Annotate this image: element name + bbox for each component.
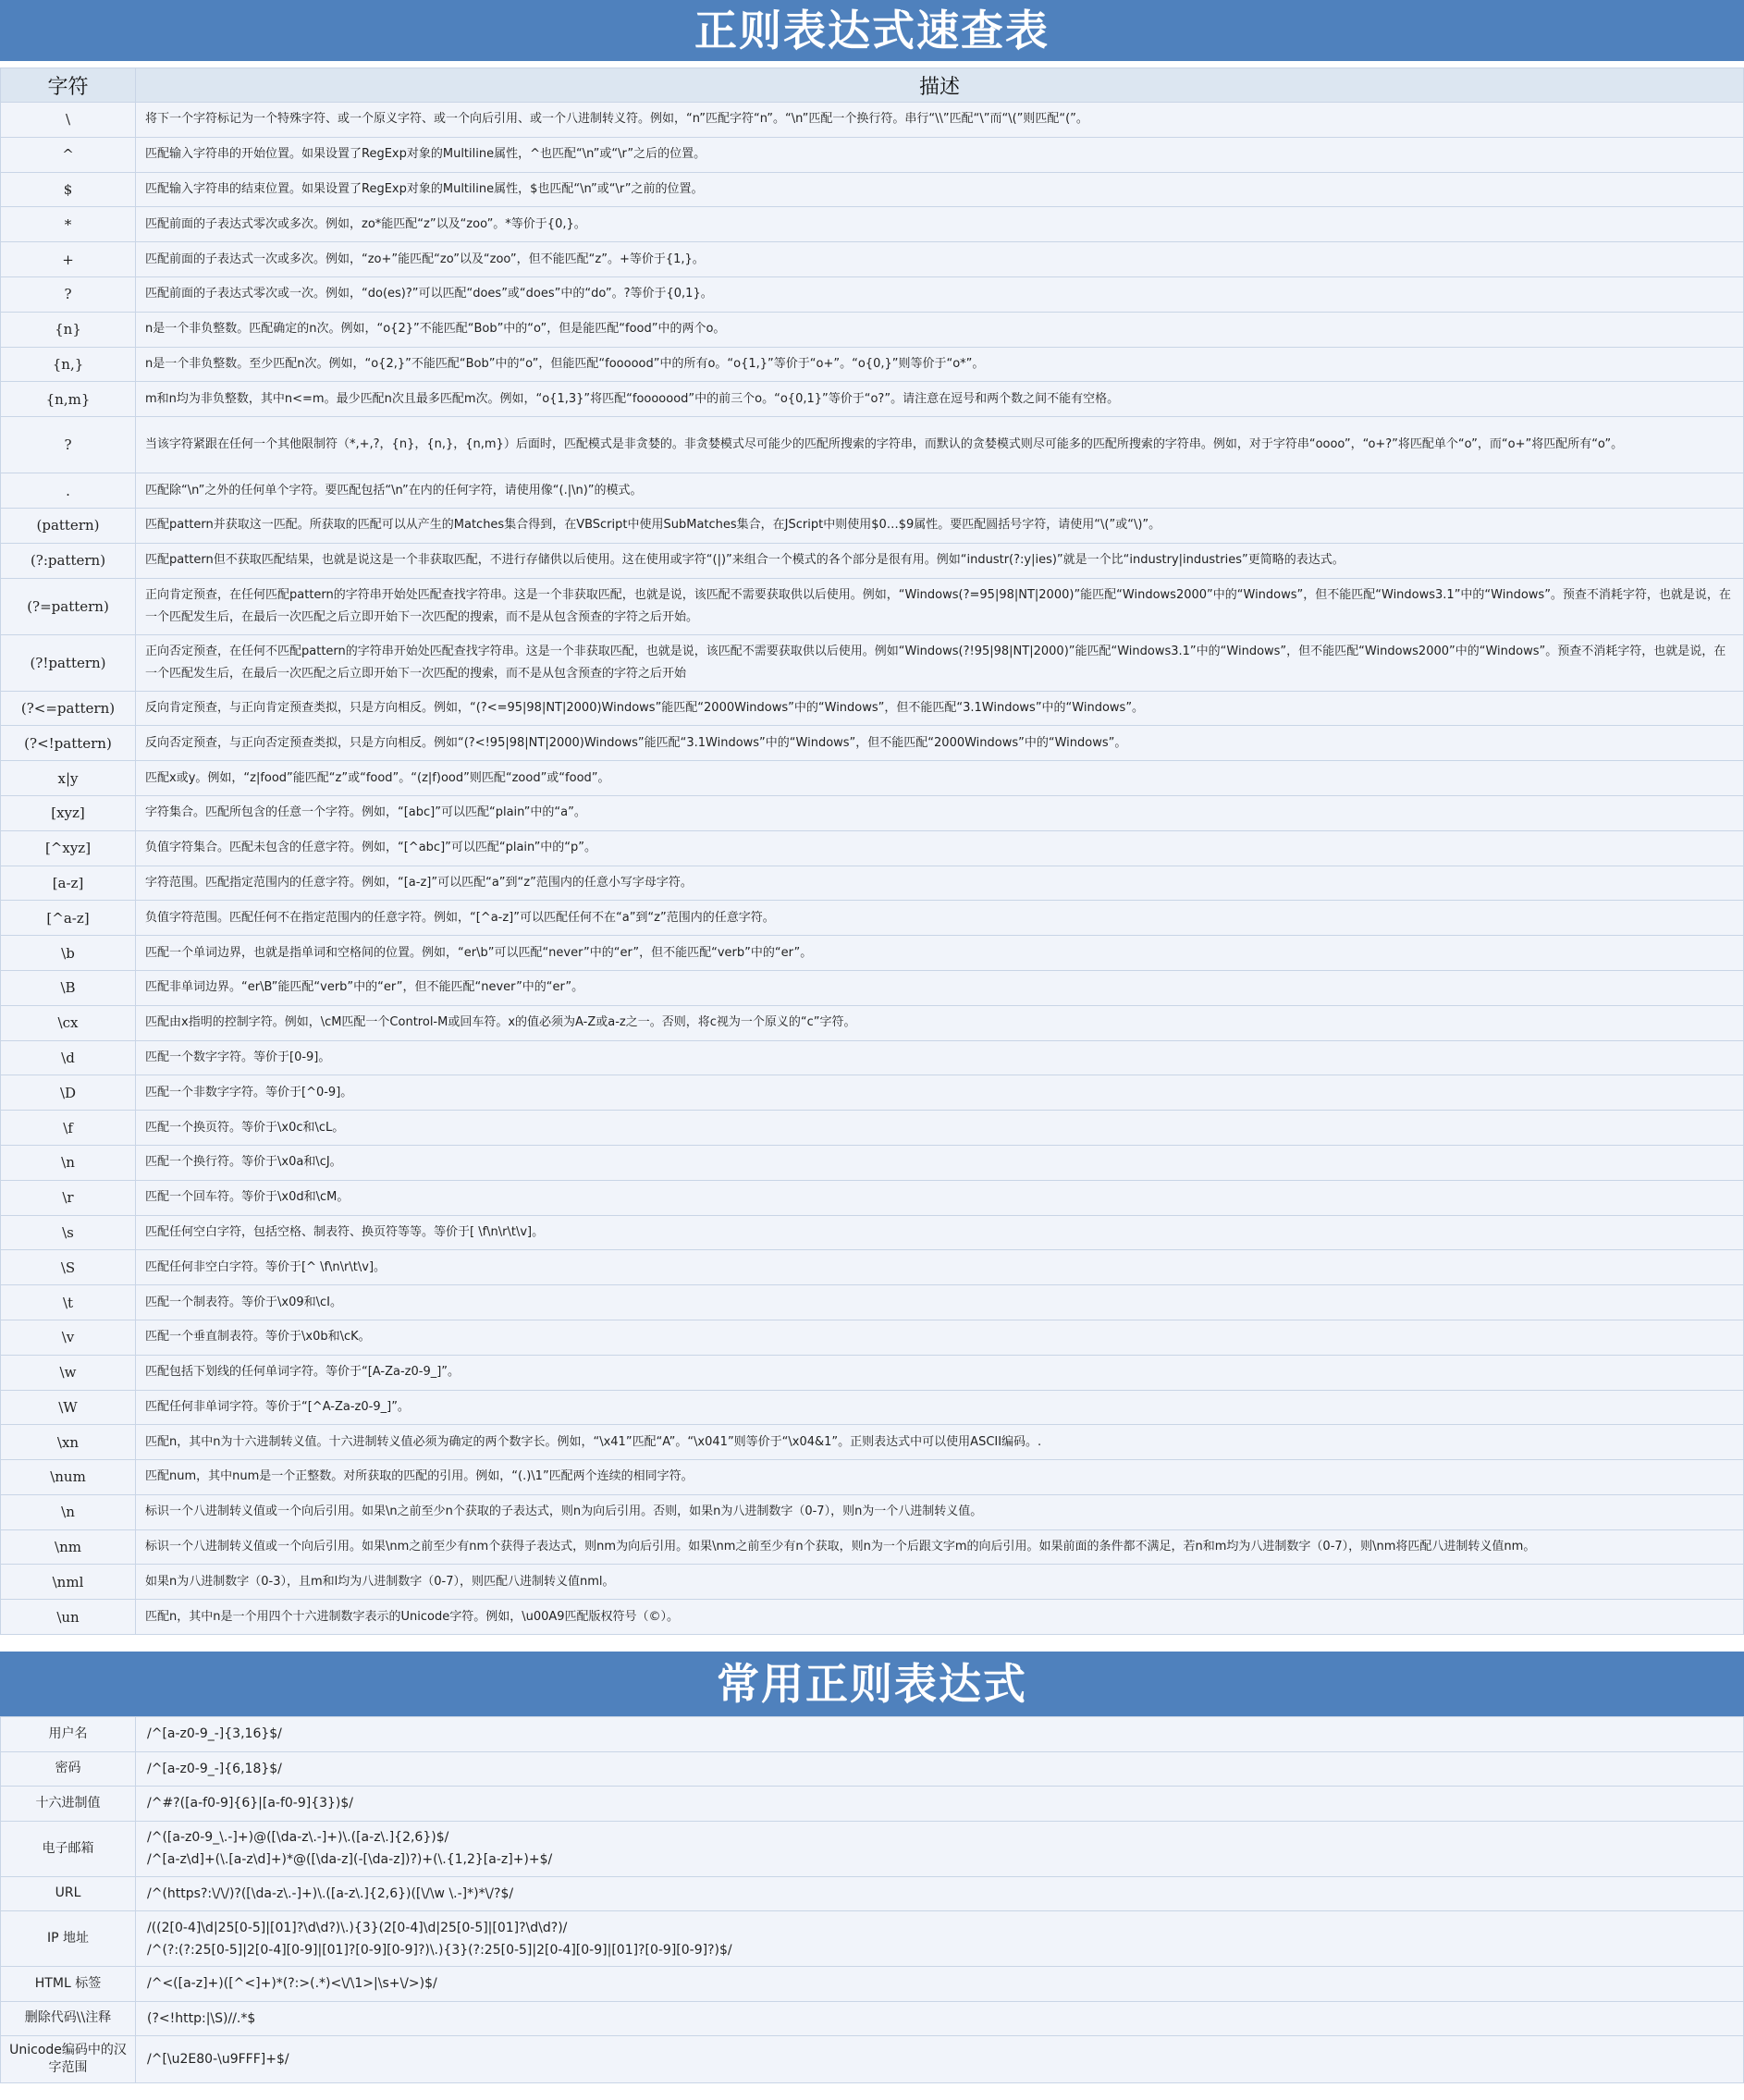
table-row — [1, 417, 1744, 473]
common-row — [1, 2036, 1744, 2083]
common-pattern: (?<!http:|\S)//.*$ — [136, 2001, 1744, 2036]
desc-cell: n是一个非负整数。匹配确定的n次。例如，“o{2}”不能匹配“Bob”中的“o”，但是能匹配“food”中的两个o。 — [136, 312, 1744, 347]
table-row — [1, 382, 1744, 417]
char-cell: \cx — [1, 1005, 136, 1040]
desc-cell: 匹配由x指明的控制字符。例如，\cM匹配一个Control-M或回车符。x的值必须为A-Z或a-z之一。否则，将c视为一个原义的“c”字符。 — [136, 1005, 1744, 1040]
desc-cell: 反向否定预查，与正向否定预查类拟，只是方向相反。例如“(?<!95|98|NT|2000)Windows”能匹配“3.1Windows”中的“Windows”，但不能匹配“2000Windows”中的“Windows”。 — [136, 726, 1744, 761]
common-pattern: /^([a-z0-9_\.-]+)@([\da-z\.-]+)\.([a-z\.]{2,6})$/ /^[a-z\d]+(\.[a-z\d]+)*@([\da-z](-[\da-z])?)+(\.{1,2}[a-z]+)+$/ — [136, 1821, 1744, 1876]
table-row — [1, 103, 1744, 138]
table-row — [1, 1040, 1744, 1075]
desc-cell: 标识一个八进制转义值或一个向后引用。如果\n之前至少n个获取的子表达式，则n为向后引用。否则，如果n为八进制数字（0-7），则n为一个八进制转义值。 — [136, 1494, 1744, 1529]
char-cell: (?:pattern) — [1, 543, 136, 578]
char-cell: {n,} — [1, 347, 136, 382]
char-cell: ^ — [1, 137, 136, 172]
char-cell: ? — [1, 276, 136, 312]
desc-cell: 匹配输入字符串的结束位置。如果设置了RegExp对象的Multiline属性，$也匹配“\n”或“\r”之前的位置。 — [136, 172, 1744, 207]
common-section-title: 常用正则表达式 — [0, 1652, 1744, 1716]
common-row — [1, 2001, 1744, 2036]
table-row — [1, 1005, 1744, 1040]
table-row — [1, 1250, 1744, 1285]
char-cell: \ — [1, 103, 136, 138]
common-pattern: /^[a-z0-9_-]{6,18}$/ — [136, 1751, 1744, 1787]
char-cell: {n} — [1, 312, 136, 347]
char-cell: + — [1, 242, 136, 277]
table-row — [1, 1285, 1744, 1320]
char-cell: \r — [1, 1180, 136, 1215]
desc-cell: 匹配一个制表符。等价于\x09和\cI。 — [136, 1285, 1744, 1320]
desc-cell: 匹配除“\n”之外的任何单个字符。要匹配包括“\n”在内的任何字符，请使用像“(.|\n)”的模式。 — [136, 473, 1744, 509]
char-cell: \n — [1, 1494, 136, 1529]
common-pattern: /^[\u2E80-\u9FFF]+$/ — [136, 2036, 1744, 2083]
char-cell: \nm — [1, 1529, 136, 1565]
char-cell: (?<=pattern) — [1, 691, 136, 726]
table-row — [1, 866, 1744, 901]
desc-cell: 匹配n，其中n为十六进制转义值。十六进制转义值必须为确定的两个数字长。例如，“\x41”匹配“A”。“\x041”则等价于“\x04&1”。正则表达式中可以使用ASCII编码。. — [136, 1425, 1744, 1460]
table-row — [1, 691, 1744, 726]
table-row — [1, 970, 1744, 1005]
table-row — [1, 578, 1744, 634]
common-row — [1, 1787, 1744, 1822]
table-row — [1, 1145, 1744, 1180]
common-pattern: /^<([a-z]+)([^<]+)*(?:>(.*)<\/\1>|\s+\/>)$/ — [136, 1967, 1744, 2002]
char-cell: [a-z] — [1, 866, 136, 901]
char-cell: \W — [1, 1390, 136, 1425]
desc-cell: 匹配任何空白字符，包括空格、制表符、换页符等等。等价于[ \f\n\r\t\v]。 — [136, 1215, 1744, 1250]
desc-cell: 如果n为八进制数字（0-3），且m和l均为八进制数字（0-7），则匹配八进制转义值nml。 — [136, 1565, 1744, 1600]
char-cell: \xn — [1, 1425, 136, 1460]
table-row — [1, 1390, 1744, 1425]
common-label: 密码 — [1, 1751, 136, 1787]
common-row — [1, 1751, 1744, 1787]
header-char: 字符 — [1, 68, 136, 103]
char-cell: * — [1, 207, 136, 242]
char-cell: \num — [1, 1460, 136, 1495]
char-cell: {n,m} — [1, 382, 136, 417]
desc-cell: m和n均为非负整数，其中n<=m。最少匹配n次且最多匹配m次。例如，“o{1,3}”将匹配“fooooood”中的前三个o。“o{0,1}”等价于“o?”。请注意在逗号和两个数之间不能有空格。 — [136, 382, 1744, 417]
table-row — [1, 1529, 1744, 1565]
table-row — [1, 1460, 1744, 1495]
table-row — [1, 761, 1744, 796]
table-row — [1, 726, 1744, 761]
char-cell: x|y — [1, 761, 136, 796]
desc-cell: 匹配num，其中num是一个正整数。对所获取的匹配的引用。例如，“(.)\1”匹配两个连续的相同字符。 — [136, 1460, 1744, 1495]
common-label: 删除代码\\注释 — [1, 2001, 136, 2036]
common-row — [1, 1967, 1744, 2002]
desc-cell: 匹配一个数字字符。等价于[0-9]。 — [136, 1040, 1744, 1075]
desc-cell: 当该字符紧跟在任何一个其他限制符（*,+,?，{n}，{n,}，{n,m}）后面时，匹配模式是非贪婪的。非贪婪模式尽可能少的匹配所搜索的字符串，而默认的贪婪模式则尽可能多的匹配所搜索的字符串。例如，对于字符串“oooo”，“o+?”将匹配单个“o”，而“o+”将匹配所有“o”。 — [136, 417, 1744, 473]
desc-cell: 匹配非单词边界。“er\B”能匹配“verb”中的“er”，但不能匹配“never”中的“er”。 — [136, 970, 1744, 1005]
char-cell: \un — [1, 1600, 136, 1635]
table-row — [1, 312, 1744, 347]
desc-cell: 正向肯定预查，在任何匹配pattern的字符串开始处匹配查找字符串。这是一个非获取匹配，也就是说，该匹配不需要获取供以后使用。例如，“Windows(?=95|98|NT|2000)”能匹配“Windows2000”中的“Windows”，但不能匹配“Windows3.1”中的“Windows”。预查不消耗字符，也就是说，在一个匹配发生后，在最后一次匹配之后立即开始下一次匹配的搜索，而不是从包含预查的字符之后开始。 — [136, 578, 1744, 634]
common-regex-table — [0, 1716, 1744, 2083]
char-cell: (?<!pattern) — [1, 726, 136, 761]
char-cell: . — [1, 473, 136, 509]
desc-cell: 匹配任何非单词字符。等价于“[^A-Za-z0-9_]”。 — [136, 1390, 1744, 1425]
table-row — [1, 207, 1744, 242]
char-cell: \nml — [1, 1565, 136, 1600]
char-cell: \S — [1, 1250, 136, 1285]
char-cell: (pattern) — [1, 508, 136, 543]
table-row — [1, 276, 1744, 312]
char-cell: \v — [1, 1320, 136, 1355]
common-pattern: /^[a-z0-9_-]{3,16}$/ — [136, 1717, 1744, 1752]
char-cell: \w — [1, 1355, 136, 1390]
desc-cell: 字符范围。匹配指定范围内的任意字符。例如，“[a-z]”可以匹配“a”到“z”范围内的任意小写字母字符。 — [136, 866, 1744, 901]
table-row — [1, 1111, 1744, 1146]
desc-cell: 匹配一个换行符。等价于\x0a和\cJ。 — [136, 1145, 1744, 1180]
table-row — [1, 242, 1744, 277]
desc-cell: 匹配包括下划线的任何单词字符。等价于“[A-Za-z0-9_]”。 — [136, 1355, 1744, 1390]
desc-cell: 反向肯定预查，与正向肯定预查类拟，只是方向相反。例如，“(?<=95|98|NT|2000)Windows”能匹配“2000Windows”中的“Windows”，但不能匹配“3.1Windows”中的“Windows”。 — [136, 691, 1744, 726]
char-cell: ? — [1, 417, 136, 473]
desc-cell: 字符集合。匹配所包含的任意一个字符。例如，“[abc]”可以匹配“plain”中的“a”。 — [136, 795, 1744, 830]
desc-cell: 匹配x或y。例如，“z|food”能匹配“z”或“food”。“(z|f)ood”则匹配“zood”或“food”。 — [136, 761, 1744, 796]
desc-cell: 负值字符集合。匹配未包含的任意字符。例如，“[^abc]”可以匹配“plain”中的“p”。 — [136, 830, 1744, 866]
common-pattern: /((2[0-4]\d|25[0-5]|[01]?\d\d?)\.){3}(2[0-4]\d|25[0-5]|[01]?\d\d?)/ /^(?:(?:25[0-5]|2[0-4][0-9]|[01]?[0-9][0-9]?)\.){3}(?:25[0-5]|2[0-4][0-9]|[01]?[0-9][0-9]?)$/ — [136, 1911, 1744, 1967]
desc-cell: 匹配输入字符串的开始位置。如果设置了RegExp对象的Multiline属性，^也匹配“\n”或“\r”之后的位置。 — [136, 137, 1744, 172]
char-cell: \d — [1, 1040, 136, 1075]
table-row — [1, 795, 1744, 830]
char-cell: \b — [1, 936, 136, 971]
common-pattern: /^#?([a-f0-9]{6}|[a-f0-9]{3})$/ — [136, 1787, 1744, 1822]
common-pattern: /^(https?:\/\/)?([\da-z\.-]+)\.([a-z\.]{2,6})([\/\w \.-]*)*\/?$/ — [136, 1876, 1744, 1911]
desc-cell: 正向否定预查，在任何不匹配pattern的字符串开始处匹配查找字符串。这是一个非获取匹配，也就是说，该匹配不需要获取供以后使用。例如“Windows(?!95|98|NT|2000)”能匹配“Windows3.1”中的“Windows”，但不能匹配“Windows2000”中的“Windows”。预查不消耗字符，也就是说，在一个匹配发生后，在最后一次匹配之后立即开始下一次匹配的搜索，而不是从包含预查的字符之后开始 — [136, 634, 1744, 691]
desc-cell: 匹配pattern但不获取匹配结果，也就是说这是一个非获取匹配，不进行存储供以后使用。这在使用或字符“(|)”来组合一个模式的各个部分是很有用。例如“industr(?:y|ies)”就是一个比“industry|industries”更简略的表达式。 — [136, 543, 1744, 578]
char-cell: \D — [1, 1075, 136, 1111]
desc-cell: 匹配前面的子表达式一次或多次。例如，“zo+”能匹配“zo”以及“zoo”，但不能匹配“z”。+等价于{1,}。 — [136, 242, 1744, 277]
common-label: 十六进制值 — [1, 1787, 136, 1822]
desc-cell: 匹配一个垂直制表符。等价于\x0b和\cK。 — [136, 1320, 1744, 1355]
table-row — [1, 634, 1744, 691]
common-label: HTML 标签 — [1, 1967, 136, 2002]
char-cell: [xyz] — [1, 795, 136, 830]
table-row — [1, 543, 1744, 578]
common-row — [1, 1911, 1744, 1967]
reference-body — [1, 103, 1744, 1635]
table-row — [1, 1565, 1744, 1600]
table-row — [1, 936, 1744, 971]
desc-cell: 匹配一个非数字字符。等价于[^0-9]。 — [136, 1075, 1744, 1111]
table-row — [1, 901, 1744, 936]
char-cell: \t — [1, 1285, 136, 1320]
desc-cell: 匹配一个单词边界，也就是指单词和空格间的位置。例如，“er\b”可以匹配“never”中的“er”，但不能匹配“verb”中的“er”。 — [136, 936, 1744, 971]
common-row — [1, 1717, 1744, 1752]
table-row — [1, 1600, 1744, 1635]
section-gap — [0, 1635, 1744, 1652]
char-cell: \B — [1, 970, 136, 1005]
table-row — [1, 473, 1744, 509]
char-cell: \f — [1, 1111, 136, 1146]
common-body — [1, 1717, 1744, 2083]
desc-cell: 将下一个字符标记为一个特殊字符、或一个原义字符、或一个向后引用、或一个八进制转义符。例如，“n”匹配字符“n”。“\n”匹配一个换行符。串行“\\”匹配“\”而“\(”则匹配“(”。 — [136, 103, 1744, 138]
table-row — [1, 347, 1744, 382]
desc-cell: 匹配pattern并获取这一匹配。所获取的匹配可以从产生的Matches集合得到，在VBScript中使用SubMatches集合，在JScript中则使用$0…$9属性。要匹配圆括号字符，请使用“\(”或“\)”。 — [136, 508, 1744, 543]
desc-cell: 匹配一个回车符。等价于\x0d和\cM。 — [136, 1180, 1744, 1215]
header-desc: 描述 — [136, 68, 1744, 103]
desc-cell: 标识一个八进制转义值或一个向后引用。如果\nm之前至少有nm个获得子表达式，则nm为向后引用。如果\nm之前至少有n个获取，则n为一个后跟文字m的向后引用。如果前面的条件都不满足，若n和m均为八进制数字（0-7），则\nm将匹配八进制转义值nm。 — [136, 1529, 1744, 1565]
char-cell: (?!pattern) — [1, 634, 136, 691]
common-label: URL — [1, 1876, 136, 1911]
desc-cell: 负值字符范围。匹配任何不在指定范围内的任意字符。例如，“[^a-z]”可以匹配任何不在“a”到“z”范围内的任意字符。 — [136, 901, 1744, 936]
char-cell: \n — [1, 1145, 136, 1180]
common-label: IP 地址 — [1, 1911, 136, 1967]
table-row — [1, 172, 1744, 207]
table-row — [1, 830, 1744, 866]
char-cell: (?=pattern) — [1, 578, 136, 634]
desc-cell: 匹配前面的子表达式零次或多次。例如，zo*能匹配“z”以及“zoo”。*等价于{0,}。 — [136, 207, 1744, 242]
char-cell: \s — [1, 1215, 136, 1250]
desc-cell: 匹配前面的子表达式零次或一次。例如，“do(es)?”可以匹配“does”或“does”中的“do”。?等价于{0,1}。 — [136, 276, 1744, 312]
char-cell: [^a-z] — [1, 901, 136, 936]
table-row — [1, 1320, 1744, 1355]
table-row — [1, 1215, 1744, 1250]
table-row — [1, 1425, 1744, 1460]
table-row — [1, 508, 1744, 543]
desc-cell: 匹配任何非空白字符。等价于[^ \f\n\r\t\v]。 — [136, 1250, 1744, 1285]
table-row — [1, 137, 1744, 172]
desc-cell: n是一个非负整数。至少匹配n次。例如，“o{2,}”不能匹配“Bob”中的“o”，但能匹配“foooood”中的所有o。“o{1,}”等价于“o+”。“o{0,}”则等价于“o*”。 — [136, 347, 1744, 382]
common-label: Unicode编码中的汉字范围 — [1, 2036, 136, 2083]
common-label: 电子邮箱 — [1, 1821, 136, 1876]
common-row — [1, 1821, 1744, 1876]
regex-reference-table — [0, 68, 1744, 1635]
char-cell: $ — [1, 172, 136, 207]
desc-cell: 匹配n，其中n是一个用四个十六进制数字表示的Unicode字符。例如，\u00A9匹配版权符号（©）。 — [136, 1600, 1744, 1635]
table-header-row — [1, 68, 1744, 103]
char-cell: [^xyz] — [1, 830, 136, 866]
page-title: 正则表达式速查表 — [0, 0, 1744, 61]
common-label: 用户名 — [1, 1717, 136, 1752]
common-row — [1, 1876, 1744, 1911]
desc-cell: 匹配一个换页符。等价于\x0c和\cL。 — [136, 1111, 1744, 1146]
table-row — [1, 1180, 1744, 1215]
table-row — [1, 1355, 1744, 1390]
table-row — [1, 1075, 1744, 1111]
table-row — [1, 1494, 1744, 1529]
